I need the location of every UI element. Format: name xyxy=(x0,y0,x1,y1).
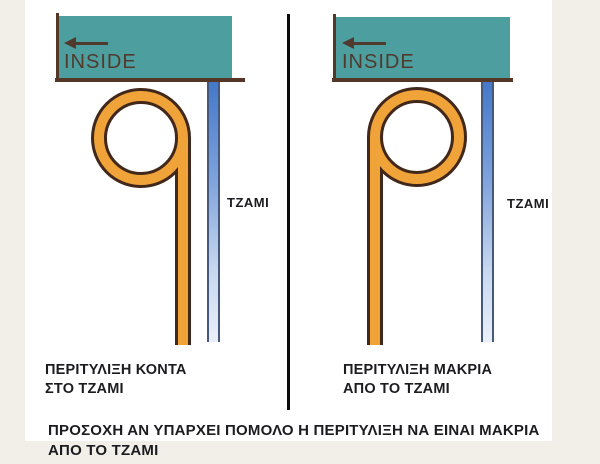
caption-line: ΑΠΟ ΤΟ ΤΖΑΜΙ xyxy=(343,380,450,397)
caption-wind-close xyxy=(45,361,187,398)
caption-line: ΣΤΟ ΤΖΑΜΙ xyxy=(45,380,124,397)
caption-line: ΠΕΡΙΤΥΛΙΞΗ ΚΟΝΤΑ xyxy=(45,362,187,378)
inside-label: INSIDE xyxy=(64,51,137,73)
warning-line: ΠΡΟΣΟΧΗ ΑΝ ΥΠΑΡΧΕΙ ΠΟΜΟΛΟ Η ΠΕΡΙΤΥΛΙΞΗ ΝΑ ΕΙΝΑΙ ΜΑΚΡΙΑ xyxy=(48,422,540,439)
warning-line: ΑΠΟ ΤΟ ΤΖΑΜΙ xyxy=(48,442,159,459)
caption-line: ΠΕΡΙΤΥΛΙΞΗ ΜΑΚΡΙΑ xyxy=(343,362,493,378)
glass-label: ΤΖΑΜΙ xyxy=(227,195,270,210)
caption-wind-far xyxy=(343,361,492,398)
warning-text xyxy=(48,421,548,461)
glass-label: ΤΖΑΜΙ xyxy=(507,196,550,211)
inside-label: INSIDE xyxy=(342,51,415,73)
